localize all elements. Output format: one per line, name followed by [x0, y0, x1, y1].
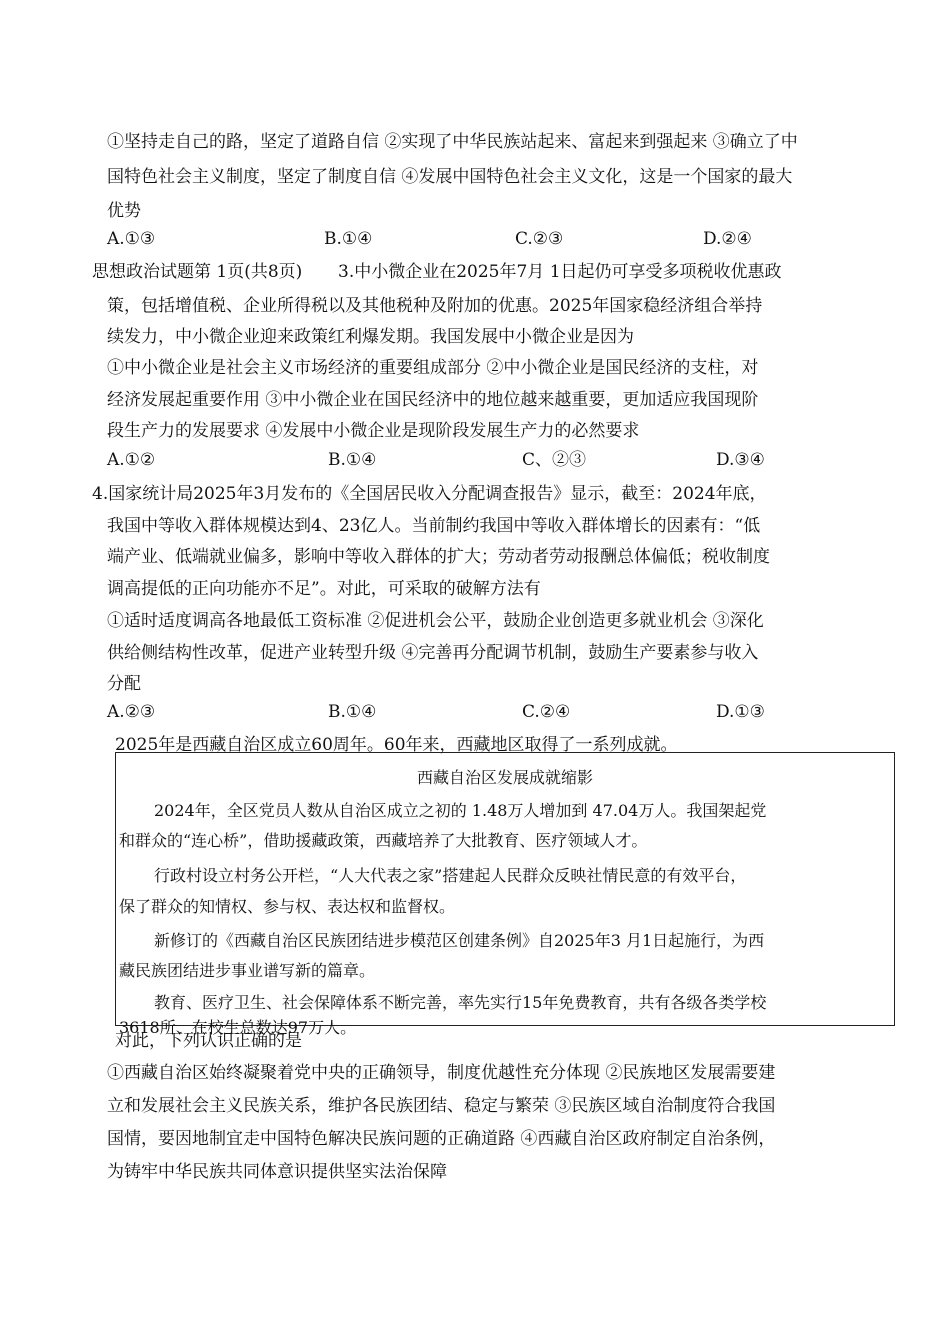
q5-option-line: 国情，要因地制宜走中国特色解决民族问题的正确道路 ④西藏自治区政府制定自治条例， [107, 1129, 776, 1149]
q4-choice-b: B.①④ [328, 702, 377, 722]
q4-stem-line: 我国中等收入群体规模达到4、23亿人。当前制约我国中等收入群体增长的因素有：“低 [107, 516, 761, 536]
material-box-line: 2024年，全区党员人数从自治区成立之初的 1.48万人增加到 47.04万人。我国架起党 [154, 801, 767, 820]
q4-choice-d: D.①③ [716, 702, 765, 722]
q3-stem-line: 3.中小微企业在2025年7月 1日起仍可享受多项税收优惠政 [338, 262, 782, 282]
material-box-line: 藏民族团结进步事业谱写新的篇章。 [119, 961, 376, 980]
q3-option-line: 经济发展起重要作用 ③中小微企业在国民经济中的地位越来越重要，更加适应我国现阶 [107, 390, 759, 410]
material-box-line: 教育、医疗卫生、社会保障体系不断完善，率先实行15年免费教育，共有各级各类学校 [154, 993, 767, 1012]
q2-choice-a: A.①③ [107, 229, 156, 249]
material-box-line: 新修订的《西藏自治区民族团结进步模范区创建条例》自2025年3 月1日起施行，为西 [154, 931, 765, 950]
q2-choice-b: B.①④ [324, 229, 373, 249]
q3-choice-b: B.①④ [328, 450, 377, 470]
q5-question: 对此，下列认识正确的是 [115, 1031, 302, 1051]
page-footer: 思想政治试题第 1页(共8页) [92, 262, 303, 282]
q3-choice-a: A.①② [107, 450, 156, 470]
q4-choice-c: C.②④ [522, 702, 571, 722]
q4-stem-line: 4.国家统计局2025年3月发布的《全国居民收入分配调查报告》显示，截至：2024年底， [92, 484, 767, 504]
q5-option-line: 为铸牢中华民族共同体意识提供坚实法治保障 [107, 1162, 447, 1182]
q4-stem-line: 调高提低的正向功能亦不足”。对此，可采取的破解方法有 [107, 579, 541, 599]
q5-option-line: ①西藏自治区始终凝聚着党中央的正确领导，制度优越性充分体现 ②民族地区发展需要建 [107, 1063, 776, 1083]
q3-option-line: ①中小微企业是社会主义市场经济的重要组成部分 ②中小微企业是国民经济的支柱，对 [107, 358, 759, 378]
q3-option-line: 段生产力的发展要求 ④发展中小微企业是现阶段发展生产力的必然要求 [107, 421, 640, 441]
q2-option-line: 国特色社会主义制度，坚定了制度自信 ④发展中国特色社会主义文化，这是一个国家的最大 [107, 167, 793, 187]
material-box-line: 和群众的“连心桥”，借助援藏政策，西藏培养了大批教育、医疗领域人才。 [119, 831, 648, 850]
q3-stem-line: 策，包括增值税、企业所得税以及其他税种及附加的优惠。2025年国家稳经济组合举持 [107, 296, 763, 316]
material-box [115, 752, 895, 1037]
material-box-line: 行政村设立村务公开栏，“人大代表之家”搭建起人民群众反映社情民意的有效平台， [154, 866, 747, 885]
material-box-line: 3618所、在校生总数达97万人。 [119, 1018, 357, 1037]
material-box-title: 西藏自治区发展成就缩影 [416, 768, 593, 787]
q3-choice-d: D.③④ [716, 450, 765, 470]
q4-option-line: ①适时适度调高各地最低工资标准 ②促进机会公平，鼓励企业创造更多就业机会 ③深化 [107, 611, 764, 631]
q5-option-line: 立和发展社会主义民族关系，维护各民族团结、稳定与繁荣 ③民族区域自治制度符合我国 [107, 1096, 776, 1116]
q5-intro: 2025年是西藏自治区成立60周年。60年来，西藏地区取得了一系列成就。 [115, 735, 678, 755]
q4-option-line: 分配 [107, 674, 141, 694]
q2-choice-d: D.②④ [703, 229, 752, 249]
q4-choice-a: A.②③ [107, 702, 156, 722]
q2-option-line: ①坚持走自己的路，坚定了道路自信 ②实现了中华民族站起来、富起来到强起来 ③确立了中 [107, 132, 798, 152]
q4-option-line: 供给侧结构性改革，促进产业转型升级 ④完善再分配调节机制，鼓励生产要素参与收入 [107, 643, 759, 663]
material-box-line: 保了群众的知情权、参与权、表达权和监督权。 [119, 897, 456, 916]
q3-choice-c: C、②③ [522, 450, 587, 470]
q2-choice-c: C.②③ [515, 229, 564, 249]
q2-option-line: 优势 [107, 201, 141, 221]
q4-stem-line: 端产业、低端就业偏多，影响中等收入群体的扩大；劳动者劳动报酬总体偏低；税收制度 [107, 547, 770, 567]
q3-stem-line: 续发力，中小微企业迎来政策红利爆发期。我国发展中小微企业是因为 [107, 327, 634, 347]
